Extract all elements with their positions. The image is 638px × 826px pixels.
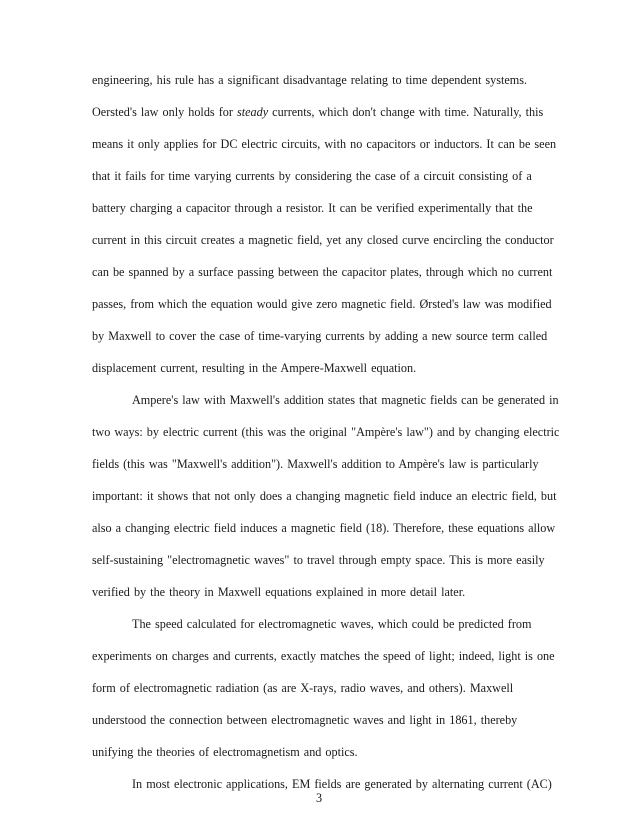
text-line: current in this circuit creates a magnetic field, yet any closed curve encircling the conductor: [92, 233, 554, 247]
text-line: also a changing electric field induces a magnetic field (18). Therefore, these equations allow: [92, 521, 556, 535]
page-number: 3: [315, 791, 323, 805]
text-line: two ways: by electric current (this was the original "Ampère's law") and by changing electric: [92, 425, 560, 439]
text-line: [92, 104, 543, 120]
text-line: form of electromagnetic radiation (as are X-rays, radio waves, and others). Maxwell: [92, 681, 514, 695]
text-line: fields (this was "Maxwell's addition"). Maxwell's addition to Ampère's law is particularly: [92, 457, 539, 471]
paragraph-first-line: The speed calculated for electromagnetic waves, which could be predicted from: [132, 617, 532, 631]
text-line: passes, from which the equation would give zero magnetic field. Ørsted's law was modified: [92, 297, 552, 311]
text-line: experiments on charges and currents, exactly matches the speed of light; indeed, light is one: [92, 649, 555, 663]
text-line: unifying the theories of electromagnetism and optics.: [92, 745, 358, 759]
text-line: by Maxwell to cover the case of time-varying currents by adding a new source term called: [92, 329, 548, 343]
paragraph-first-line: Ampere's law with Maxwell's addition states that magnetic fields can be generated in: [132, 393, 559, 407]
text-line: can be spanned by a surface passing between the capacitor plates, through which no current: [92, 265, 553, 279]
emphasized-word: steady: [236, 105, 269, 119]
text-line: self-sustaining "electromagnetic waves" to travel through empty space. This is more easily: [92, 553, 545, 567]
text-line: battery charging a capacitor through a resistor. It can be verified experimentally that the: [92, 201, 533, 215]
text-line: engineering, his rule has a significant disadvantage relating to time dependent systems.: [92, 73, 528, 87]
text-segment: currents, which don't change with time. Naturally, this: [272, 105, 544, 119]
text-line: displacement current, resulting in the Ampere-Maxwell equation.: [92, 361, 417, 375]
text-line: important: it shows that not only does a changing magnetic field induce an electric field, but: [92, 489, 557, 503]
text-line: that it fails for time varying currents by considering the case of a circuit consisting of a: [92, 169, 532, 183]
text-segment: Oersted's law only holds for: [92, 105, 233, 119]
paragraph-first-line: In most electronic applications, EM fields are generated by alternating current (AC): [132, 777, 552, 791]
text-line: verified by the theory in Maxwell equations explained in more detail later.: [92, 585, 466, 599]
text-line: understood the connection between electromagnetic waves and light in 1861, thereby: [92, 713, 518, 727]
text-line: means it only applies for DC electric circuits, with no capacitors or inductors. It can be seen: [92, 137, 557, 151]
